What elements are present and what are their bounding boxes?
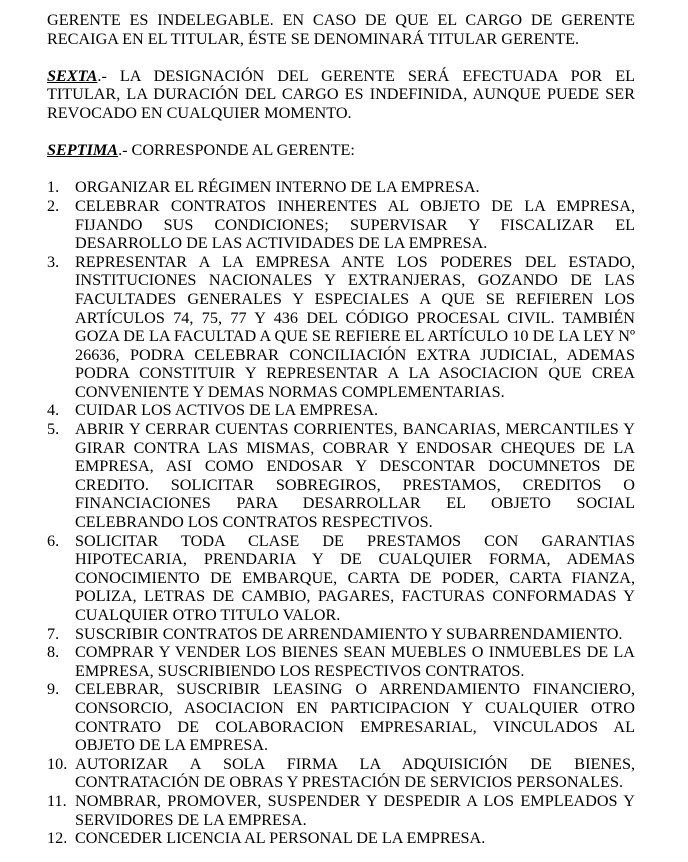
list-item bbox=[47, 643, 635, 680]
list-item bbox=[47, 532, 635, 625]
list-item-number: 12. bbox=[47, 829, 68, 848]
list-item-number: 9. bbox=[47, 680, 60, 699]
list-item bbox=[47, 829, 635, 848]
list-item-text: NOMBRAR, PROMOVER, SUSPENDER Y DESPEDIR A LOS EMPLEADOS Y SERVIDORES DE LA EMPRESA. bbox=[75, 791, 635, 829]
list-item-text: SOLICITAR TODA CLASE DE PRESTAMOS CON GARANTIAS HIPOTECARIA, PRENDARIA Y DE CUALQUIER FORMA, ADEMAS CONOCIMIENTO DE EMBARQUE, CARTA DE PODER, CARTA FIANZA, POLIZA, LETRAS DE CAMBIO, PAGARES, FACTURAS CONFORMADAS Y CUALQUIER OTRO TITULO VALOR. bbox=[75, 531, 635, 624]
clause-septima bbox=[47, 141, 635, 160]
clause-septima-text: .- CORRESPONDE AL GERENTE: bbox=[118, 141, 355, 160]
list-item bbox=[47, 680, 635, 754]
list-item bbox=[47, 792, 635, 829]
list-item-text: COMPRAR Y VENDER LOS BIENES SEAN MUEBLES O INMUEBLES DE LA EMPRESA, SUSCRIBIENDO LOS RESPECTIVOS CONTRATOS. bbox=[75, 643, 635, 680]
list-item-text: CUIDAR LOS ACTIVOS DE LA EMPRESA. bbox=[75, 401, 379, 420]
intro-paragraph bbox=[47, 11, 635, 48]
list-item-number: 2. bbox=[47, 196, 60, 215]
list-item-text: CELEBRAR CONTRATOS INHERENTES AL OBJETO DE LA EMPRESA, FIJANDO SUS CONDICIONES; SUPERVISAR Y FISCALIZAR EL DESARROLLO DE LAS ACTIVIDADES DE LA EMPRESA. bbox=[75, 196, 635, 253]
list-item bbox=[47, 253, 635, 402]
list-item-text: AUTORIZAR A SOLA FIRMA LA ADQUISICIÓN DE BIENES, CONTRATACIÓN DE OBRAS Y PRESTACIÓN DE SERVICIOS PERSONALES. bbox=[75, 754, 635, 792]
list-item bbox=[47, 401, 635, 420]
duties-list bbox=[47, 178, 635, 847]
clause-sexta-text: .- LA DESIGNACIÓN DEL GERENTE SERÁ EFECTUADA POR EL TITULAR, LA DURACIÓN DEL CARGO ES INDEFINIDA, AUNQUE PUEDE SER REVOCADO EN CUALQUIER MOMENTO. bbox=[47, 66, 635, 122]
list-item-number: 3. bbox=[47, 252, 60, 271]
list-item bbox=[47, 625, 635, 644]
clause-septima-label: SEPTIMA bbox=[47, 141, 119, 160]
list-item-number: 8. bbox=[47, 643, 60, 662]
clause-sexta bbox=[47, 67, 635, 123]
list-item bbox=[47, 755, 635, 792]
list-item-text: SUSCRIBIR CONTRATOS DE ARRENDAMIENTO Y SUBARRENDAMIENTO. bbox=[75, 624, 623, 643]
clause-sexta-label: SEXTA bbox=[47, 66, 98, 85]
list-item-text: REPRESENTAR A LA EMPRESA ANTE LOS PODERES DEL ESTADO, INSTITUCIONES NACIONALES Y EXTRANJERAS, GOZANDO DE LAS FACULTADES GENERALES Y ESPECIALES A QUE SE REFIEREN LOS ARTÍCULOS 74, 75, 77 Y 436 DEL CÓDIGO PROCESAL CIVIL. TAMBIÉN GOZA DE LA FACULTAD A QUE SE REFIERE EL ARTÍCULO 10 DE LA LEY Nº 26636, PODRA CELEBRAR CONCILIACIÓN EXTRA JUDICIAL, ADEMAS PODRA CONSTITUIR Y REPRESENTAR A LA ASOCIACION QUE CREA CONVENIENTE Y DEMAS NORMAS COMPLEMENTARIAS. bbox=[75, 252, 635, 401]
list-item-text: ABRIR Y CERRAR CUENTAS CORRIENTES, BANCARIAS, MERCANTILES Y GIRAR CONTRA LAS MISMAS, COBRAR Y ENDOSAR CHEQUES DE LA EMPRESA, ASI COMO ENDOSAR Y DESCONTAR DOCUMNETOS DE CREDITO. SOLICITAR SOBREGIROS, PRESTAMOS, CREDITOS O FINANCIACIONES PARA DESARROLLAR EL OBJETO SOCIAL CELEBRANDO LOS CONTRATOS RESPECTIVOS. bbox=[75, 420, 635, 532]
list-item-text: ORGANIZAR EL RÉGIMEN INTERNO DE LA EMPRESA. bbox=[75, 178, 480, 197]
list-item-number: 10. bbox=[47, 754, 68, 773]
list-item-number: 4. bbox=[47, 401, 60, 420]
list-item-number: 11. bbox=[47, 791, 67, 810]
list-item-number: 6. bbox=[47, 531, 60, 550]
list-item bbox=[47, 197, 635, 253]
list-item-number: 1. bbox=[47, 178, 60, 197]
intro-text: GERENTE ES INDELEGABLE. EN CASO DE QUE EL CARGO DE GERENTE RECAIGA EN EL TITULAR, ÉSTE SE DENOMINARÁ TITULAR GERENTE. bbox=[47, 11, 635, 48]
list-item bbox=[47, 178, 635, 197]
list-item-number: 7. bbox=[47, 624, 60, 643]
list-item bbox=[47, 420, 635, 532]
list-item-text: CONCEDER LICENCIA AL PERSONAL DE LA EMPRESA. bbox=[75, 829, 486, 848]
list-item-number: 5. bbox=[47, 420, 60, 439]
list-item-text: CELEBRAR, SUSCRIBIR LEASING O ARRENDAMIENTO FINANCIERO, CONSORCIO, ASOCIACION EN PARTICIPACION Y CUALQUIER OTRO CONTRATO DE COLABORACION EMPRESARIAL, VINCULADOS AL OBJETO DE LA EMPRESA. bbox=[75, 680, 635, 755]
document-page bbox=[47, 11, 635, 848]
